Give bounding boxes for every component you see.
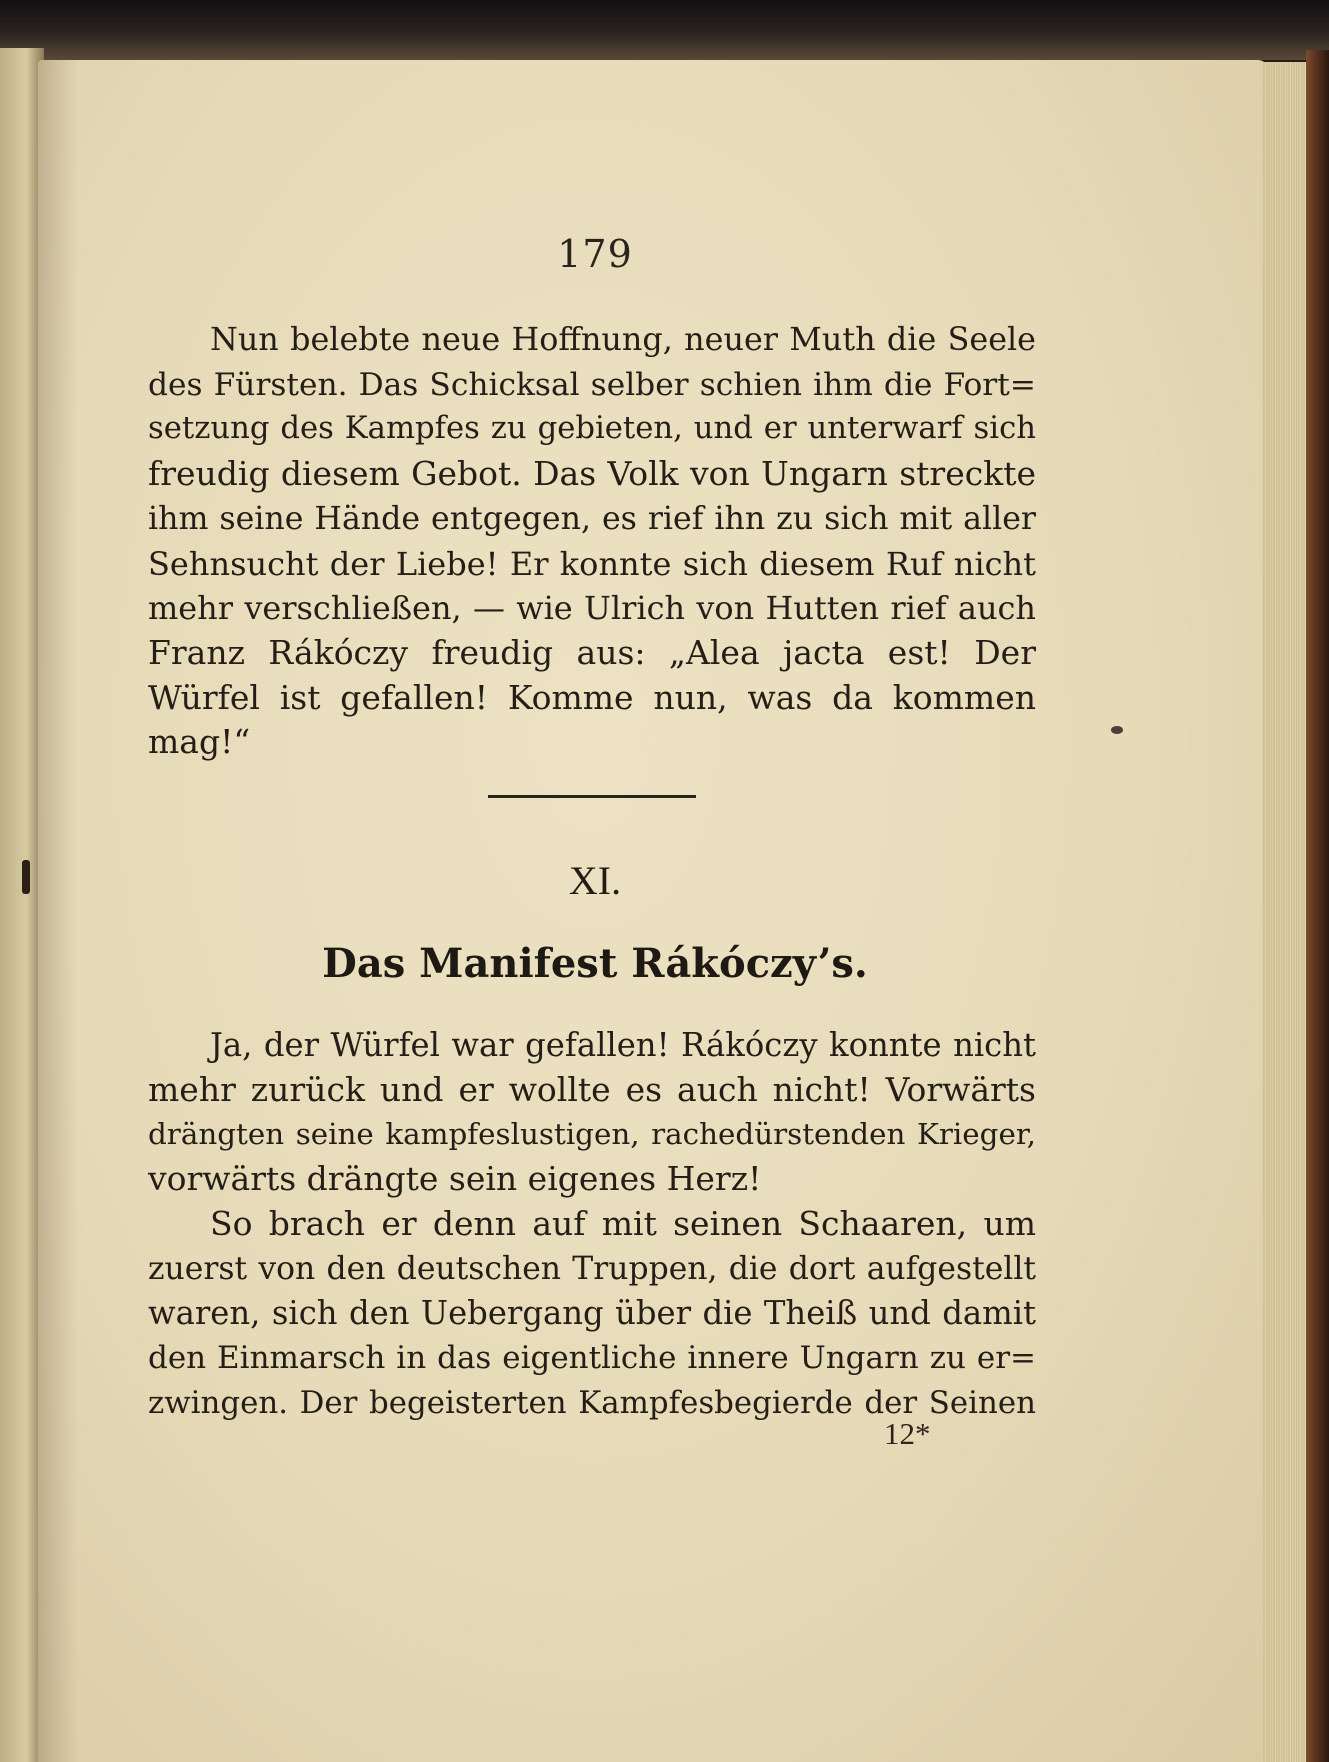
signature-mark: 12* (884, 1416, 931, 1451)
text-line: mehr zurück und er wollte es auch nicht! Vorwärts (148, 1069, 1036, 1109)
gutter-shadow (38, 60, 78, 1762)
chapter-title: Das Manifest Rákóczy’s. (322, 940, 868, 987)
text-line: Franz Rákóczy freudig aus: „Alea jacta est! Der (148, 632, 1036, 672)
page-number: 179 (557, 232, 633, 276)
text-line: zwingen. Der begeisterten Kampfesbegierde der Seinen (148, 1384, 1036, 1421)
book-top-edge (0, 0, 1329, 60)
text-line: des Fürsten. Das Schicksal selber schien ihm die Fort= (148, 366, 1036, 403)
chapter-numeral: XI. (568, 858, 622, 903)
text-line: ihm seine Hände entgegen, es rief ihn zu sich mit aller (148, 500, 1036, 537)
page-stack-edge (1262, 62, 1308, 1762)
text-line: setzung des Kampfes zu gebieten, und er unterwarf sich (148, 411, 1036, 447)
text-line: Würfel ist gefallen! Komme nun, was da kommen (148, 677, 1036, 717)
text-line: drängten seine kampfeslustigen, rachedürstenden Krieger, (148, 1117, 1036, 1152)
text-line: Sehnsucht der Liebe! Er konnte sich diesem Ruf nicht (148, 544, 1036, 583)
section-divider (488, 795, 696, 798)
ink-blot (1111, 726, 1123, 734)
text-line: mehr verschließen, — wie Ulrich von Hutten rief auch (148, 589, 1036, 628)
text-line: So brach er denn auf mit seinen Schaaren, um (210, 1204, 1036, 1243)
text-line: freudig diesem Gebot. Das Volk von Ungarn streckte (148, 454, 1036, 494)
text-line: waren, sich den Uebergang über die Theiß und damit (148, 1294, 1036, 1333)
text-line: mag!“ (148, 722, 251, 762)
text-line: den Einmarsch in das eigentliche innere Ungarn zu er= (148, 1340, 1036, 1377)
text-line: vorwärts drängte sein eigenes Herz! (148, 1159, 762, 1199)
text-line: Nun belebte neue Hoffnung, neuer Muth die Seele (210, 321, 1036, 358)
text-line: Ja, der Würfel war gefallen! Rákóczy konnte nicht (210, 1026, 1036, 1064)
paragraph-1 (148, 318, 1036, 765)
book-page (38, 60, 1268, 1762)
paragraph-3 (148, 1202, 1036, 1426)
paragraph-2 (148, 1023, 1036, 1202)
book-cover-edge (1306, 50, 1329, 1762)
text-line: zuerst von den deutschen Truppen, die dort aufgestellt (148, 1250, 1036, 1287)
